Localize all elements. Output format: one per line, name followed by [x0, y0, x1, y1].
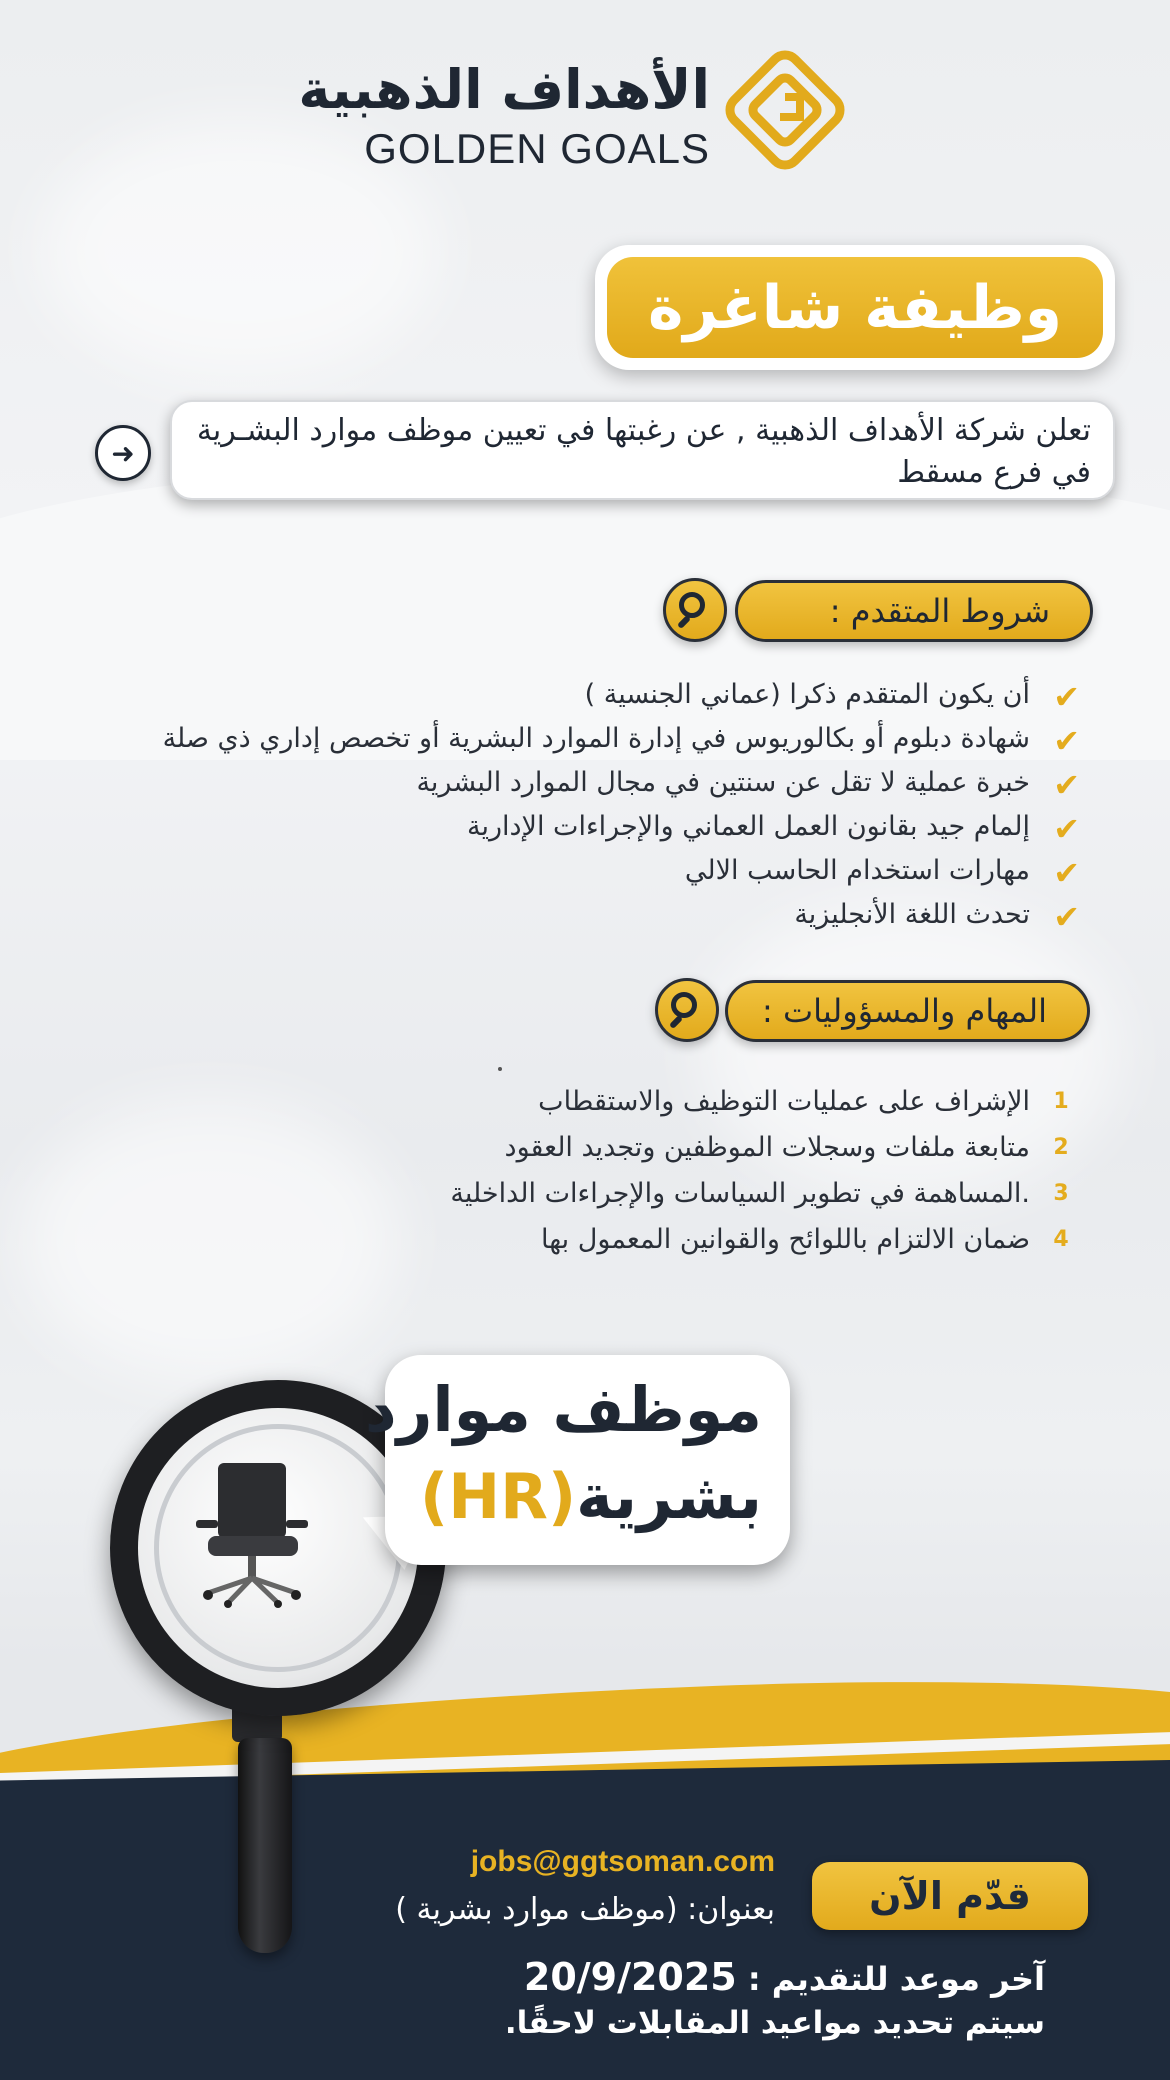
- list-item: [163, 849, 1080, 893]
- bubble-line-2-text: بشرية: [576, 1460, 762, 1533]
- list-item: [450, 1172, 1080, 1218]
- duties-heading-label: المهام والمسؤوليات :: [762, 992, 1047, 1030]
- list-item-text: الإشراف على عمليات التوظيف والاستقطاب: [538, 1086, 1030, 1117]
- list-item: [450, 1126, 1080, 1172]
- magnifier-icon: [663, 578, 727, 642]
- magnifier-handle: [238, 1738, 292, 1953]
- apply-now-button[interactable]: قدّم الآن: [812, 1862, 1088, 1930]
- deadline-label: آخر موعد للتقديم :: [747, 1960, 1045, 1998]
- company-logo: [298, 40, 870, 180]
- deadline-date: 20/9/2025: [523, 1955, 737, 1999]
- check-icon: ✔: [1053, 898, 1080, 936]
- arrow-right-icon[interactable]: ➜: [95, 425, 151, 481]
- list-item: [450, 1218, 1080, 1264]
- job-title-bubble: [364, 1355, 790, 1565]
- logo-name-ar: الأهداف الذهبية: [298, 58, 710, 121]
- vacancy-title-pill: [595, 245, 1115, 370]
- list-item-text: مهارات استخدام الحاسب الالي: [684, 855, 1030, 886]
- item-number: 3: [1053, 1181, 1069, 1206]
- list-item: [163, 805, 1080, 849]
- list-item-text: تحدث اللغة الأنجليزية: [794, 899, 1030, 930]
- list-item-text: .المساهمة في تطوير السياسات والإجراءات الداخلية: [450, 1178, 1030, 1209]
- vacancy-title: وظيفة شاغرة: [607, 257, 1103, 358]
- check-icon: ✔: [1053, 678, 1080, 716]
- list-item-text: إلمام جيد بقانون العمل العماني والإجراءات الإدارية: [467, 811, 1030, 842]
- requirements-heading-label: شروط المتقدم :: [829, 592, 1050, 630]
- requirements-heading: [735, 580, 1093, 642]
- list-item: [163, 893, 1080, 937]
- duties-list: [450, 1080, 1080, 1264]
- item-number: 1: [1053, 1089, 1069, 1114]
- announcement-box: تعلن شركة الأهداف الذهبية , عن رغبتها في تعيين موظف موارد البشـرية في فرع مسقط: [170, 400, 1115, 500]
- check-icon: ✔: [1053, 854, 1080, 892]
- deadline: [524, 1955, 1045, 1999]
- list-item-text: ضمان الالتزام باللوائح والقوانين المعمول بها: [540, 1224, 1030, 1255]
- bubble-line-1: موظف موارد: [364, 1373, 762, 1446]
- check-icon: ✔: [1053, 766, 1080, 804]
- item-number: 2: [1053, 1135, 1069, 1160]
- bubble-hr-label: (HR): [419, 1460, 577, 1533]
- item-number: 4: [1053, 1227, 1069, 1252]
- email-subject: بعنوان: (موظف موارد بشرية ): [395, 1892, 775, 1927]
- decorative-dot: [498, 1067, 502, 1071]
- office-chair-icon: [188, 1458, 318, 1608]
- list-item: [450, 1080, 1080, 1126]
- list-item-text: متابعة ملفات وسجلات الموظفين وتجديد العقود: [504, 1132, 1030, 1163]
- interview-note: سيتم تحديد مواعيد المقابلات لاحقًا.: [504, 2005, 1045, 2041]
- check-icon: ✔: [1053, 722, 1080, 760]
- duties-heading: [725, 980, 1090, 1042]
- bubble-line-2: [420, 1460, 762, 1533]
- list-item: [163, 673, 1080, 717]
- background-cloud: [20, 1100, 400, 1380]
- list-item-text: أن يكون المتقدم ذكرا (عماني الجنسية ): [584, 679, 1030, 710]
- magnifier-icon: [655, 978, 719, 1042]
- list-item: [163, 761, 1080, 805]
- requirements-list: [163, 673, 1080, 937]
- list-item-text: شهادة دبلوم أو بكالوريوس في إدارة الموارد البشرية أو تخصص إداري ذي صلة: [162, 723, 1030, 754]
- email-link[interactable]: jobs@ggtsoman.com: [470, 1845, 775, 1878]
- list-item: [163, 717, 1080, 761]
- gg-logo-icon: [720, 45, 850, 175]
- logo-name-en: GOLDEN GOALS: [364, 125, 710, 172]
- list-item-text: خبرة عملية لا تقل عن سنتين في مجال الموارد البشرية: [416, 767, 1030, 798]
- check-icon: ✔: [1053, 810, 1080, 848]
